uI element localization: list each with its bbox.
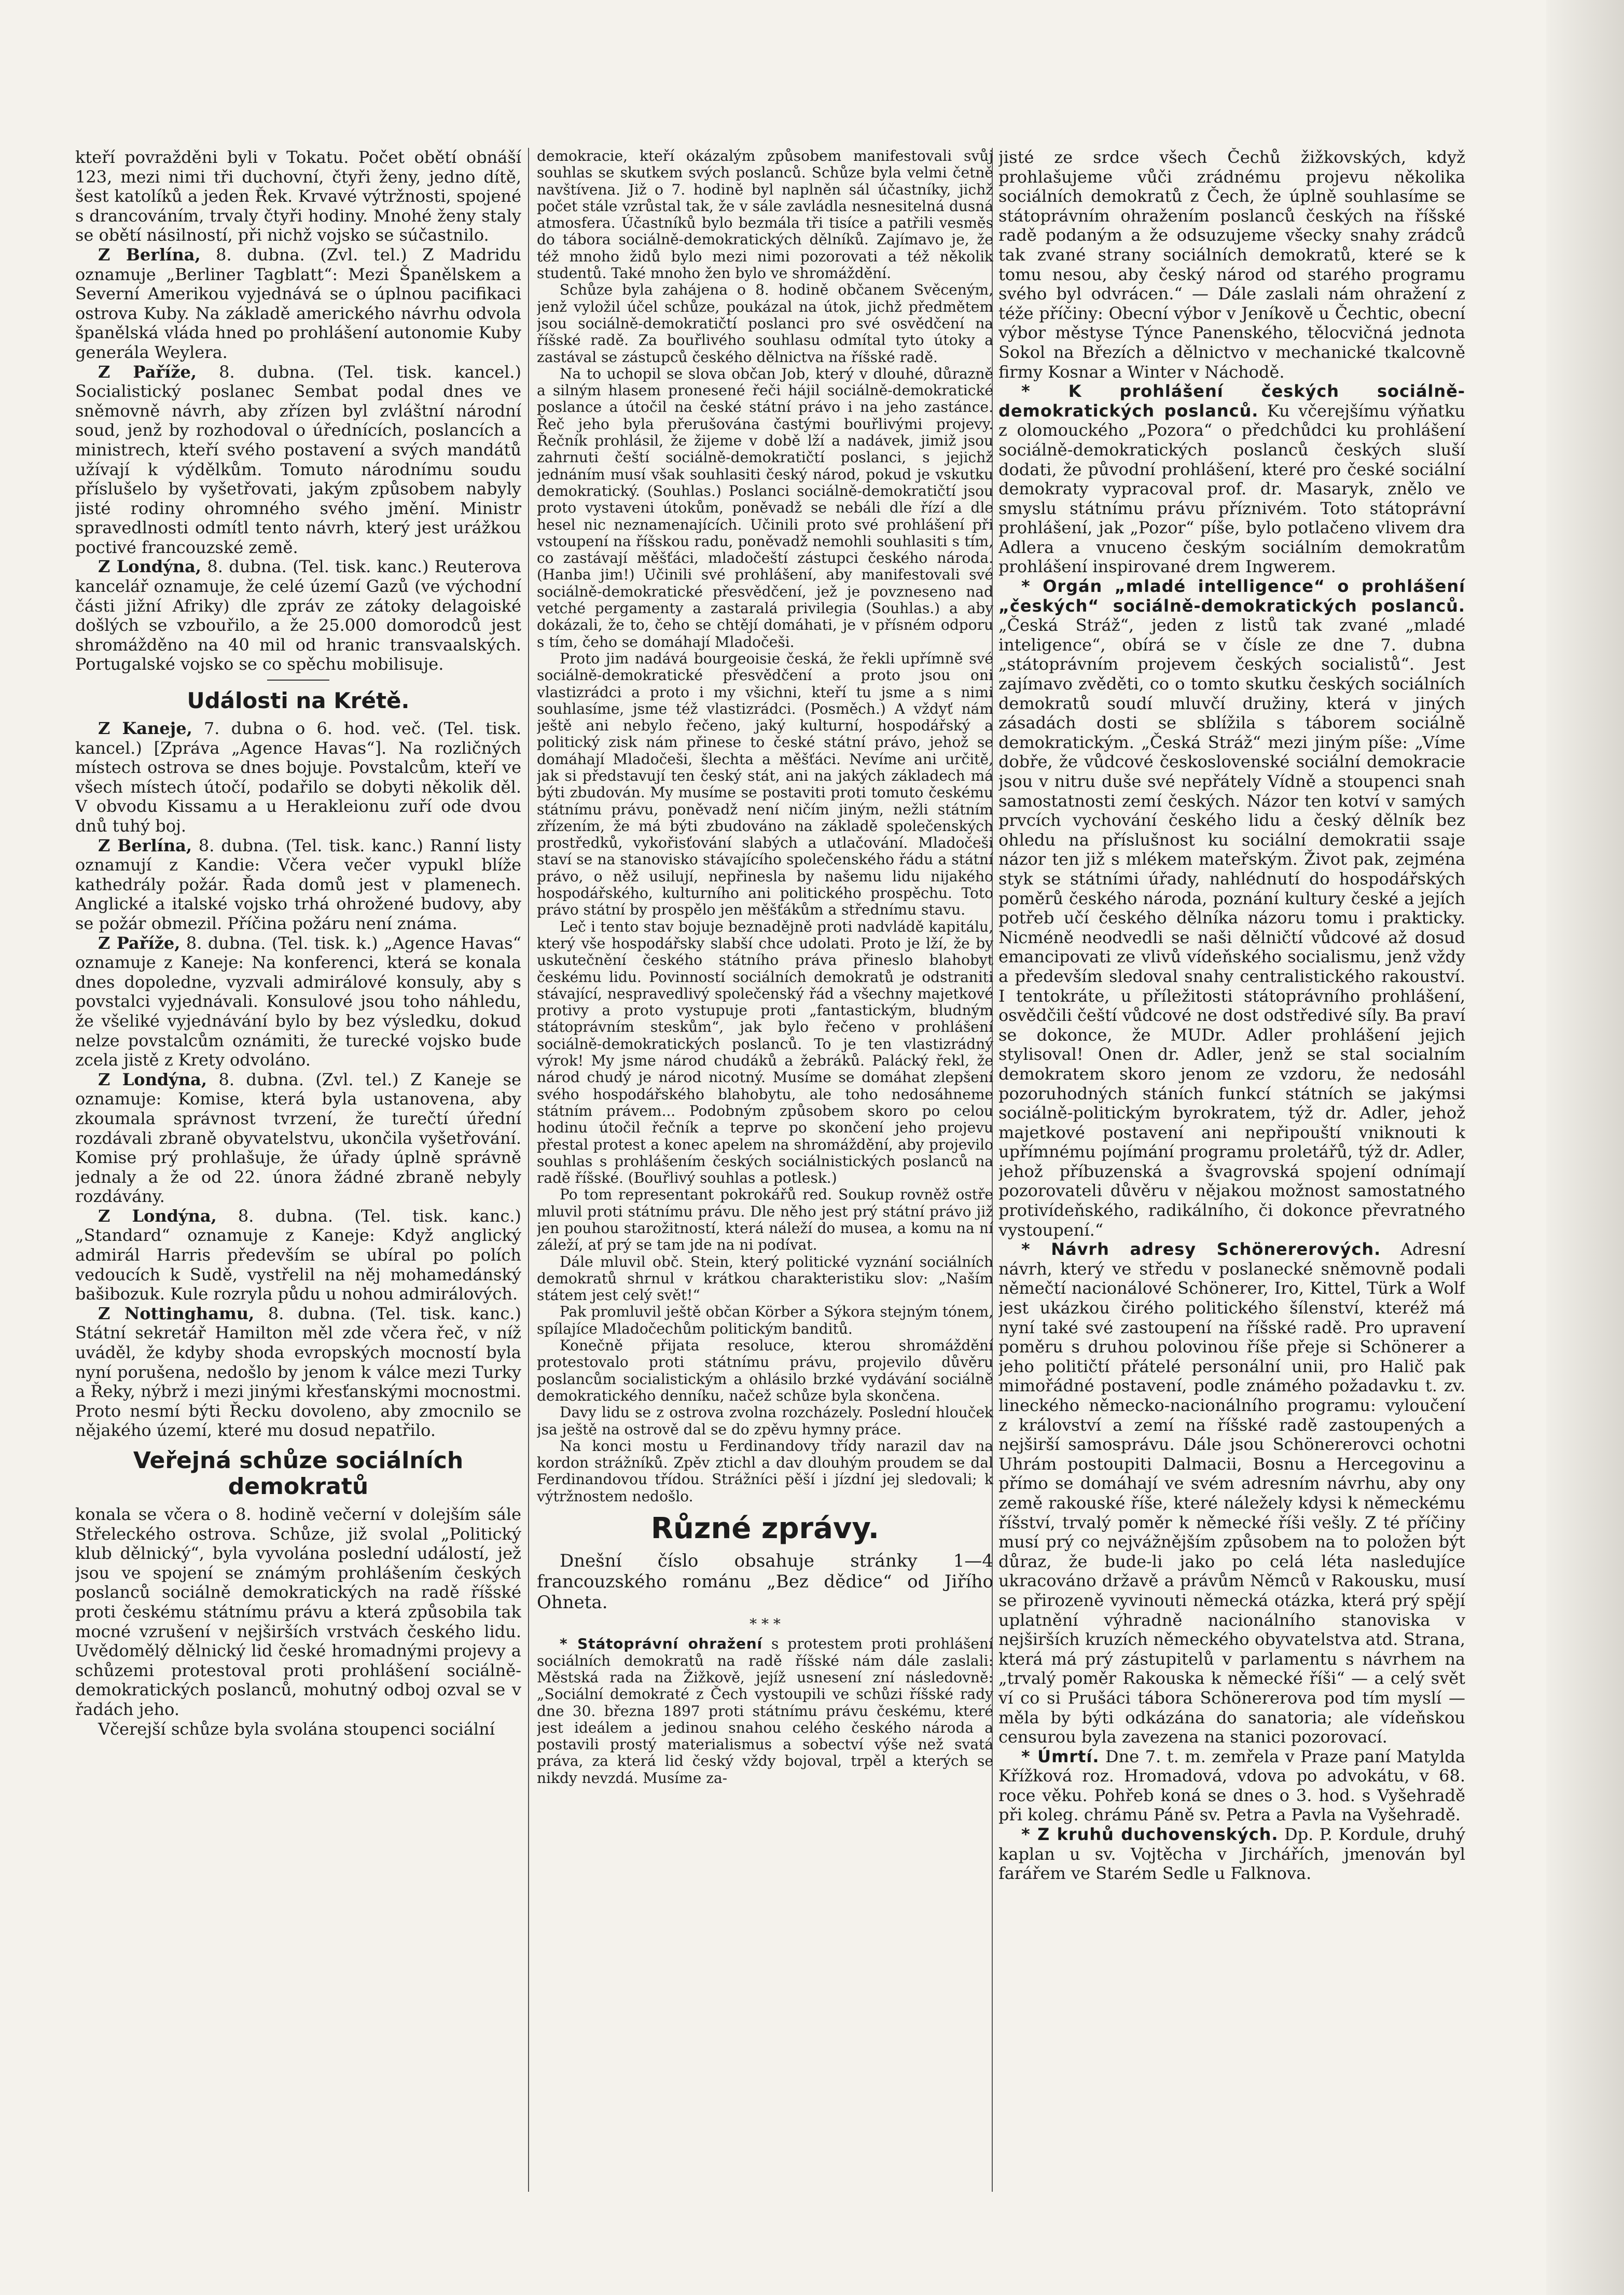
meeting-continued-5: Leč i tento stav bojuje beznadějně proti nadvládě kapitálu, který vše hospodářsky slabší chce udolati. Proto je lží, že by uskutečnění českého státního práva přineslo blahobyt českému lidu. Povinností sociálních demokratů je odstraniti stávající, nespravedlivý společenský řád a všechny majetkové protivy a proto vystupuje proti „fantastickým, bludným státoprávním steskům“, jak bylo řečeno v prohlášení sociálně-demokratických poslanců. To je ten vlastizrádný výrok! My jsme národ chudáků a žebráků. Palácký řekl, že národ chudý je národ nicotný. Musíme se domáhat zlepšení svého hospodářského blahobytu, ale toho nedosáhneme státním právem... Podobným způsobem skoro po celou hodinu útočil řečník a teprve po skončení jeho projevu přestal protest a konec apelem na shromáždění, aby projevilo souhlas s prohlášením českých sociálnistických poslanců na radě říšské. (Bouřlivý souhlas a potlesk.) xyxy=(537,918,993,1187)
stars-separator: * * * xyxy=(749,1615,781,1633)
meeting-continued-4: Proto jim nadává bourgeoisie česká, že řekli upřímně své sociálně-demokratické přesvědčení a proto jsou oni vlastizrádci a proto i my všichni, kteří tu jsme a s nimi souhlasíme, jsme též vlastizrádci. (Posměch.) A vždyť nám ještě ani nebylo řečeno, jaký kulturní, hospodářský a politický zisk nám přinese to české státní právo, jehož se domáhají Mladočeši, šlechta a měšťáci. Nevíme ani určitě, jak si představují ten český stát, ani na jakých základech má býti zbudován. My musíme se postaviti proti tomuto českému státnímu právu, poněvadž není ničím jiným, nežli státním zřízením, že má býti zbudováno na základě společenských prostředků, vykořisťování slabých a utlačování. Mladočeši staví se na stanovisko stávajícího společenského řádu a státní právo, o něž usilují, nepřinesla by našemu lidu nijakého hospodářského, kulturního ani politického prospěchu. Toto právo státní by prospělo jen měšťákům a střednímu stavu. xyxy=(537,649,993,919)
dispatch-berlin-1: Z Berlína, 8. dubna. (Zvl. tel.) Z Madridu oznamuje „Berliner Tagblatt“: Mezi Španělskem a Severní Amerikou vyjednává se o úplnou pacifikaci ostrova Kuby. Na základě amerického návrhu odvola španělská vláda hned po prohlášení autonomie Kuby generála Weylera. xyxy=(75,244,521,362)
news-state-rights-protest: * Státoprávní ohražení s protestem proti prohlášení sociálních demokratů na radě říšské nám dále zaslali: Městská rada na Žižkově, jejíž usnesení zní následovně: „Sociální demokraté z Čech vystoupili ve schůzi říšské rady dne 30. března 1897 proti státnímu právu českému, které jest ideálem a jedinou snahou celého českého národa a postavili prostý materialismus a sobectví výše než svatá práva, za která lid český vždy bojoval, trpěl a kterých se nikdy nevzdá. Musíme za- xyxy=(537,1635,993,1787)
article-tokat-text: kteří povražděni byli v Tokatu. Počet obětí obnáší 123, mezi nimi tři duchovní, čtyři ženy, jedno dítě, šest katolíků a jeden Řek. Krvavé výtržnosti, spojené s drancováním, trvaly čtyři hodiny. Mnohé ženy staly se obětí násilností, při nichž vojsko se súčastnilo. xyxy=(75,148,521,245)
meeting-continued-3: Na to uchopil se slova občan Job, který v dlouhé, důrazně a silným hlasem pronesené řeči hájil sociálně-demokratické poslance a útočil na české státní právo i na jeho zastánce. Řeč jeho byla přerušována častými bouřlivými projevy. Řečník prohlásil, že žijeme v době lží a nadávek, jimiž jsou zahrnuti čeští sociálně-demokratičtí poslanci, s jejichž jednáním musí však souhlasiti český národ, pokud je vskutku demokratický. (Souhlas.) Poslanci sociálně-demokratičtí jsou proto vystaveni útokům, poněvadž se nebáli dle řízí a dle hesel nic neznamenajících. Učinili proto své prohlášení při vstoupení na říšskou radu, poněvadž nemohli souhlasiti s tím, co zastávají měšťáci, mladočeští zástupci českého národa. (Hanba jim!) Učinili své prohlášení, aby manifestovali své sociálně-demokratické přesvědčení, jež je povzneseno nad vetché pergamenty a zastaralá privilegia (Souhlas.) a aby dokázali, že to, čeho se chtějí domáhati, je v přísném odporu s tím, čeho se domáhají Mladočeši. xyxy=(537,365,993,651)
dispatch-london-2: Z Londýna, 8. dubna. (Zvl. tel.) Z Kaneje se oznamuje: Komise, která byla ustanovena, aby zkoumala správnost tvrzení, že turečtí úřední rozdávali zbraně obyvatelstvu, ukončila vyšetřování. Komise prý prohlašuje, že úřady úplně správně jednaly a že od 22. února žádné zbraně nebyly rozdávány. xyxy=(75,1069,521,1207)
article-meeting-text-2: Včerejší schůze byla svolána stoupenci sociální xyxy=(98,1719,495,1739)
dispatch-london-1: Z Londýna, 8. dubna. (Tel. tisk. kanc.) Reuterova kancelář oznamuje, že celé území Gazů (ve východní části jižní Afriky) dle zpráv ze zátoky delagoiské došlých se vzbouřilo, a že 25.000 domorodců jest shromážděno na 40 mil od hranic transvaalských. Portugalské vojsko se co spěchu mobilisuje. xyxy=(75,557,521,674)
article-meeting-text: konala se včera o 8. hodině večerní v dolejším sále Střeleckého ostrova. Schůze, již svolal „Politický klub dělnický“, byla vyvolána poslední událostí, jež jsou ve spojení se známým prohlášením českých poslanců sociálně demokratických na radě říšské proti českému státnímu právu a která způsobila tak mocné vzrušení v nejširších vrstvách českého lidu. Uvědomělý dělnický lid české hromadnými projevy a schůzemi protestoval proti prohlášení sociálně-demokratických poslanců, mohutný odboj ozval se v řadách jeho. xyxy=(75,1504,521,1719)
column-3 xyxy=(998,148,1465,2192)
meeting-continued-11: Na konci mostu u Ferdinandovy třídy narazil dav na kordon strážníků. Zpěv ztichl a dav dlouhým proudem se dal Ferdinandovou třídou. Strážníci pěší i jízdní jej sledovali; k výtržnostem nedošlo. xyxy=(537,1437,993,1505)
news-protest-continued: jisté ze srdce všech Čechů žižkovských, když prohlašujeme vůči zrádnému projevu několika sociálních demokratů z Čech, že úplně souhlasíme se státoprávním ohražením poslanců českých na říšské radě podaným a že odsuzujeme všecky snahy zrádců tak zvané strany sociálních demokratů, které se k tomu nesou, aby český národ od starého programu svého byl odvrácen.“ — Dále zaslali nám ohražení z téže příčiny: Obecní výbor v Jeníkově u Čechtic, obecní výbor městyse Týnce Panenského, tělocvičná jednota Sokol na Březích a dělnictvo v mechanické tkalcovně firmy Kosnar a Winter v Náchodě. xyxy=(998,148,1465,382)
column-1 xyxy=(75,148,521,2192)
heading-various-news: Různé zprávy. xyxy=(650,1512,880,1546)
meeting-continued-6: Po tom representant pokrokářů red. Soukup rovněž ostře mluvil proti státnímu právu. Dle něho jest prý státní právo již jen pouhou starožitností, která náleží do musea, a komu na ní záleží, ať prý se tam jde na ni podívat. xyxy=(537,1186,993,1254)
dispatch-paris-2: Z Paříže, 8. dubna. (Tel. tisk. k.) „Agence Havas“ oznamuje z Kaneje: Na konferenci, která se konala dnes dopoledne, vyzvali admirálové konsuly, aby s povstalci vyjednávali. Konsulové jsou toho náhledu, že všeliké vyjednávání bylo by bez výsledku, dokud nelze povstalcům oznámiti, že turecké vojsko bude zcela jistě z Krety odvoláno. xyxy=(75,933,521,1070)
meeting-continued-10: Davy lidu se z ostrova zvolna rozcházely. Poslední hlouček jsa ještě na ostrově dal se do zpěvu hymny práce. xyxy=(537,1404,993,1438)
dispatch-berlin-2: Z Berlína, 8. dubna. (Tel. tisk. kanc.) Ranní listy oznamují z Kandie: Včera večer vypukl blíže kathedrály požár. Řada domů jest v plamenech. Anglické a italské vojsko trhá ohrožené budovy, aby se požár obmezil. Příčina požáru není známa. xyxy=(75,835,521,933)
page-edge-shadow xyxy=(1546,0,1624,2295)
column-2 xyxy=(537,148,993,2192)
dispatch-london-3: Z Londýna, 8. dubna. (Tel. tisk. kanc.) „Standard“ oznamuje z Kaneje: Když anglický admirál Harris především se ubíral po polích vedoucích k Sudě, vystřelil na něj mohamedánský bašibozuk. Kule rozryla půdu u nohou admirálových. xyxy=(75,1206,521,1304)
meeting-continued-7: Dále mluvil obč. Stein, který politické vyznání sociálních demokratů shrnul v krátkou charakteristiku slov: „Naším státem jest celý svět!“ xyxy=(537,1253,993,1304)
separator xyxy=(267,680,329,681)
news-clergy: * Z kruhů duchovenských. Dp. P. Kordule, druhý kaplan u sv. Vojtěcha v Jirchářích, jmenován byl farářem ve Starém Sedle u Falknova. xyxy=(998,1824,1465,1884)
dispatch-paris-1: Z Paříže, 8. dubna. (Tel. tisk. kancel.) Socialistický poslanec Sembat podal dnes ve sněmovně návrh, aby zřízen byl zvláštní národní soud, jenž by rozhodoval o úřednících, poslancích a ministrech, kteří svého postavení a svých mandátů užívají k výdělkům. Tomuto národnímu soudu příslušelo by vyšetřovati, jakým způsobem nabyly jisté rodiny ohromného svého jmění. Ministr spravedlnosti odmítl tento návrh, který jest urážkou poctivé francouzské země. xyxy=(75,362,521,557)
meeting-continued-8: Pak promluvil ještě občan Körber a Sýkora stejným tónem, spílajíce Mladočechům politickým banditů. xyxy=(537,1303,993,1337)
meeting-continued-2: Schůze byla zahájena o 8. hodině občanem Svěceným, jenž vyložil účel schůze, poukázal na útok, jichž předmětem jsou sociálně-demokratičtí poslanci pro své osvědčení na říšské radě. Za bouřlivého souhlasu odmítal tyto útoky a zastával se zástupců českého dělnictva na říšské radě. xyxy=(537,281,993,366)
meeting-continued-9: Konečně přijata resoluce, kterou shromáždění protestovalo proti státnímu právu, projevilo důvěru poslancům socialistickým a ohlásilo brzké vydávání sociálně demokratického denníku, načež schůze byla skončena. xyxy=(537,1337,993,1404)
dispatch-nottingham: Z Nottinghamu, 8. dubna. (Tel. tisk. kanc.) Státní sekretář Hamilton měl zde včera řeč, v níž uváděl, že kdyby shoda evropských mocností byla nyní porušena, nedošlo by jenom k válce mezi Turky a Řeky, nýbrž i mezi jinými křesťanskými mocnostmi. Proto nesmí býti Řecku dovoleno, aby zmocnilo se nějakého území, které mu dosud nepatřilo. xyxy=(75,1303,521,1441)
heading-public-meeting: Veřejná schůze sociálních demokratů xyxy=(133,1447,464,1500)
news-intelligence-organ: * Orgán „mladé intelligence“ o prohlášení „českých“ sociálně-demokratických poslanců. „Česká Stráž“, jeden z listů tak zvané „mladé inteligence“, obírá se v čísle ze dne 7. dubna „státoprávním projevem českých socialistů“. Jest zajímavo zvěděti, co o tomto skutku českých sociálních demokratů soudí mluvčí družiny, která v jiných zásadách dosti se sblížila s táborem sociálně demokratickým. „Česká Stráž“ mezi jiným píše: „Víme dobře, že vůdcové československé sociální demokracie jsou v nitru duše své nepřátely Vídně a stoupenci snah samostatnosti zemí českých. Názor ten kotví v samých prvcích vychování českého lidu a český dělník bez ohledu na příslušnost ku sociální demokratii ssaje názor ten již s mlékem mateřským. Život pak, zejména styk se státními úřady, nahlédnutí do hospodářských poměrů českého národa, poznání kultury české a jejích potřeb učí českého dělníka názoru tomu i prakticky. Nicméně neodvedli se naši dělničtí vůdcové až dosud emancipovati ze vlivů vídeňského socialismu, jenž vždy a především sledoval snahy centralistického rakouství. I tentokráte, u příležitosti státoprávního prohlášení, osvědčili čeští vůdcové ne dost odstředivé síly. Ba praví se dokonce, že MUDr. Adler prohlášení jejich stylisoval! Onen dr. Adler, jenž se stal socialním demokratem skoro jenom ze vzdoru, že nedosáhl pozoruhodných stáních funkcí státních se jakýmsi sociálně-politickým byrokratem, týž dr. Adler, jehož majetkové postavení ani nepřipouští vniknouti k upřímnému pojímání programu proletářů, týž dr. Adler, jehož příbuzenská a švagrovská spojení odnímají pozorovateli důvěru v nějakou možnost samostatného protivídeňského, radikálního, či dokonce převratného vystoupení.“ xyxy=(998,576,1465,1240)
news-death: * Úmrtí. Dne 7. t. m. zemřela v Praze paní Matylda Křížková roz. Hromadová, vdova po advokátu, v 68. roce věku. Pohřeb koná se dnes o 3. hod. s Vyšehradě při koleg. chrámu Páně sv. Petra a Pavla na Vyšehradě. xyxy=(998,1746,1465,1825)
novel-notice: Dnešní číslo obsahuje stránky 1—4 francouzského románu „Bez dědice“ od Jiřího Ohneta. xyxy=(537,1551,993,1613)
dispatch-kaneje: Z Kaneje, 7. dubna o 6. hod. več. (Tel. tisk. kancel.) [Zpráva „Agence Havas“]. Na rozličných místech ostrova se dnes bojuje. Povstalcům, kteří ve všech místech útočí, podařilo se dobyti několik děl. V obvodu Kissamu a u Herakleionu zuří ode dvou dnů tuhý boj. xyxy=(75,718,521,836)
column-rule-1 xyxy=(528,148,529,2192)
news-schonerer-address: * Návrh adresy Schönererových. Adresní návrh, který ve středu v poslanecké sněmovně podali němečtí nacionálové Schönerer, Iro, Kittel, Türk a Wolf jest ukázkou čirého politického šílenství, kteréž má nyní také své zastoupení na říšské radě. Pro upravení poměru s druhou polovinou říše přeje si Schönerer a jeho političtí přátelé personální unii, pro Halič pak mimořádné postavení, podle známého požadavku t. zv. lineckého německo-nacionálního programu: vyloučení z království a zemí na říšské radě zastoupených a nejširší samosprávu. Dále jsou Schönererovci ochotni Uhrám postoupiti Dalmacii, Bosnu a Hercegovinu a přímo se domáhají ve svém adresním návrhu, aby ony země rakouské říše, které náležely kdysi k německému říšství, trvalý poměr k německé říši vešly. Z té příčiny musí prý co nejvážnějším způsobem na to položen být důraz, že bude-li jako po celá léta nasledujíce ukracováno državě a právům Němců v Rakousku, musí se přirozeně vyvinouti německá otázka, která prý spějí uplatnění výhradně nacionálního stanoviska v nejširších kruzích německého obyvatelstva atd. Strana, která má prý zástupitelů v parlamentu s návrhem na „trvalý poměr Rakouska k německé říši“ — a celý svět ví co si Prušáci tábora Schönererova pod tím myslí — měla by býti odkázána do sanatoria; ale vídeňskou censurou byla zavezena na stanici pozorovací. xyxy=(998,1239,1465,1747)
news-declaration: * K prohlášení českých sociálně-demokratických poslanců. Ku včerejšímu výňatku z olomouckého „Pozora“ o předchůdci ku prohlášení sociálně-demokratických poslanců českých sluší dodati, že původní prohlášení, které pro české sociální demokraty vypracoval prof. dr. Masaryk, znělo ve smyslu státnímu právu příznivém. Toto státoprávní prohlášení, jak „Pozor“ píše, bylo potlačeno vlivem dra Adlera a vnuceno českým sociálním demokratům prohlášení inspirované drem Ingwerem. xyxy=(998,381,1465,577)
meeting-continued-1: demokracie, kteří okázalým způsobem manifestovali svůj souhlas se skutkem svých poslanců. Schůze byla velmi četně navštívena. Již o 7. hodině byl naplněn sál účastníky, jichž počet stále vzrůstal tak, že v sále zavládla nesnesitelná dusná atmosfera. Účastníků bylo bezmála tři tisíce a patřili vesměs do tábora sociálně-demokratických dělníků. Zajímavo je, že též mnoho židů bylo mezi nimi pozorovati a též několik studentů. Také mnoho žen bylo ve shromáždění. xyxy=(537,148,993,282)
heading-crete-events: Události na Krétě. xyxy=(187,688,410,714)
